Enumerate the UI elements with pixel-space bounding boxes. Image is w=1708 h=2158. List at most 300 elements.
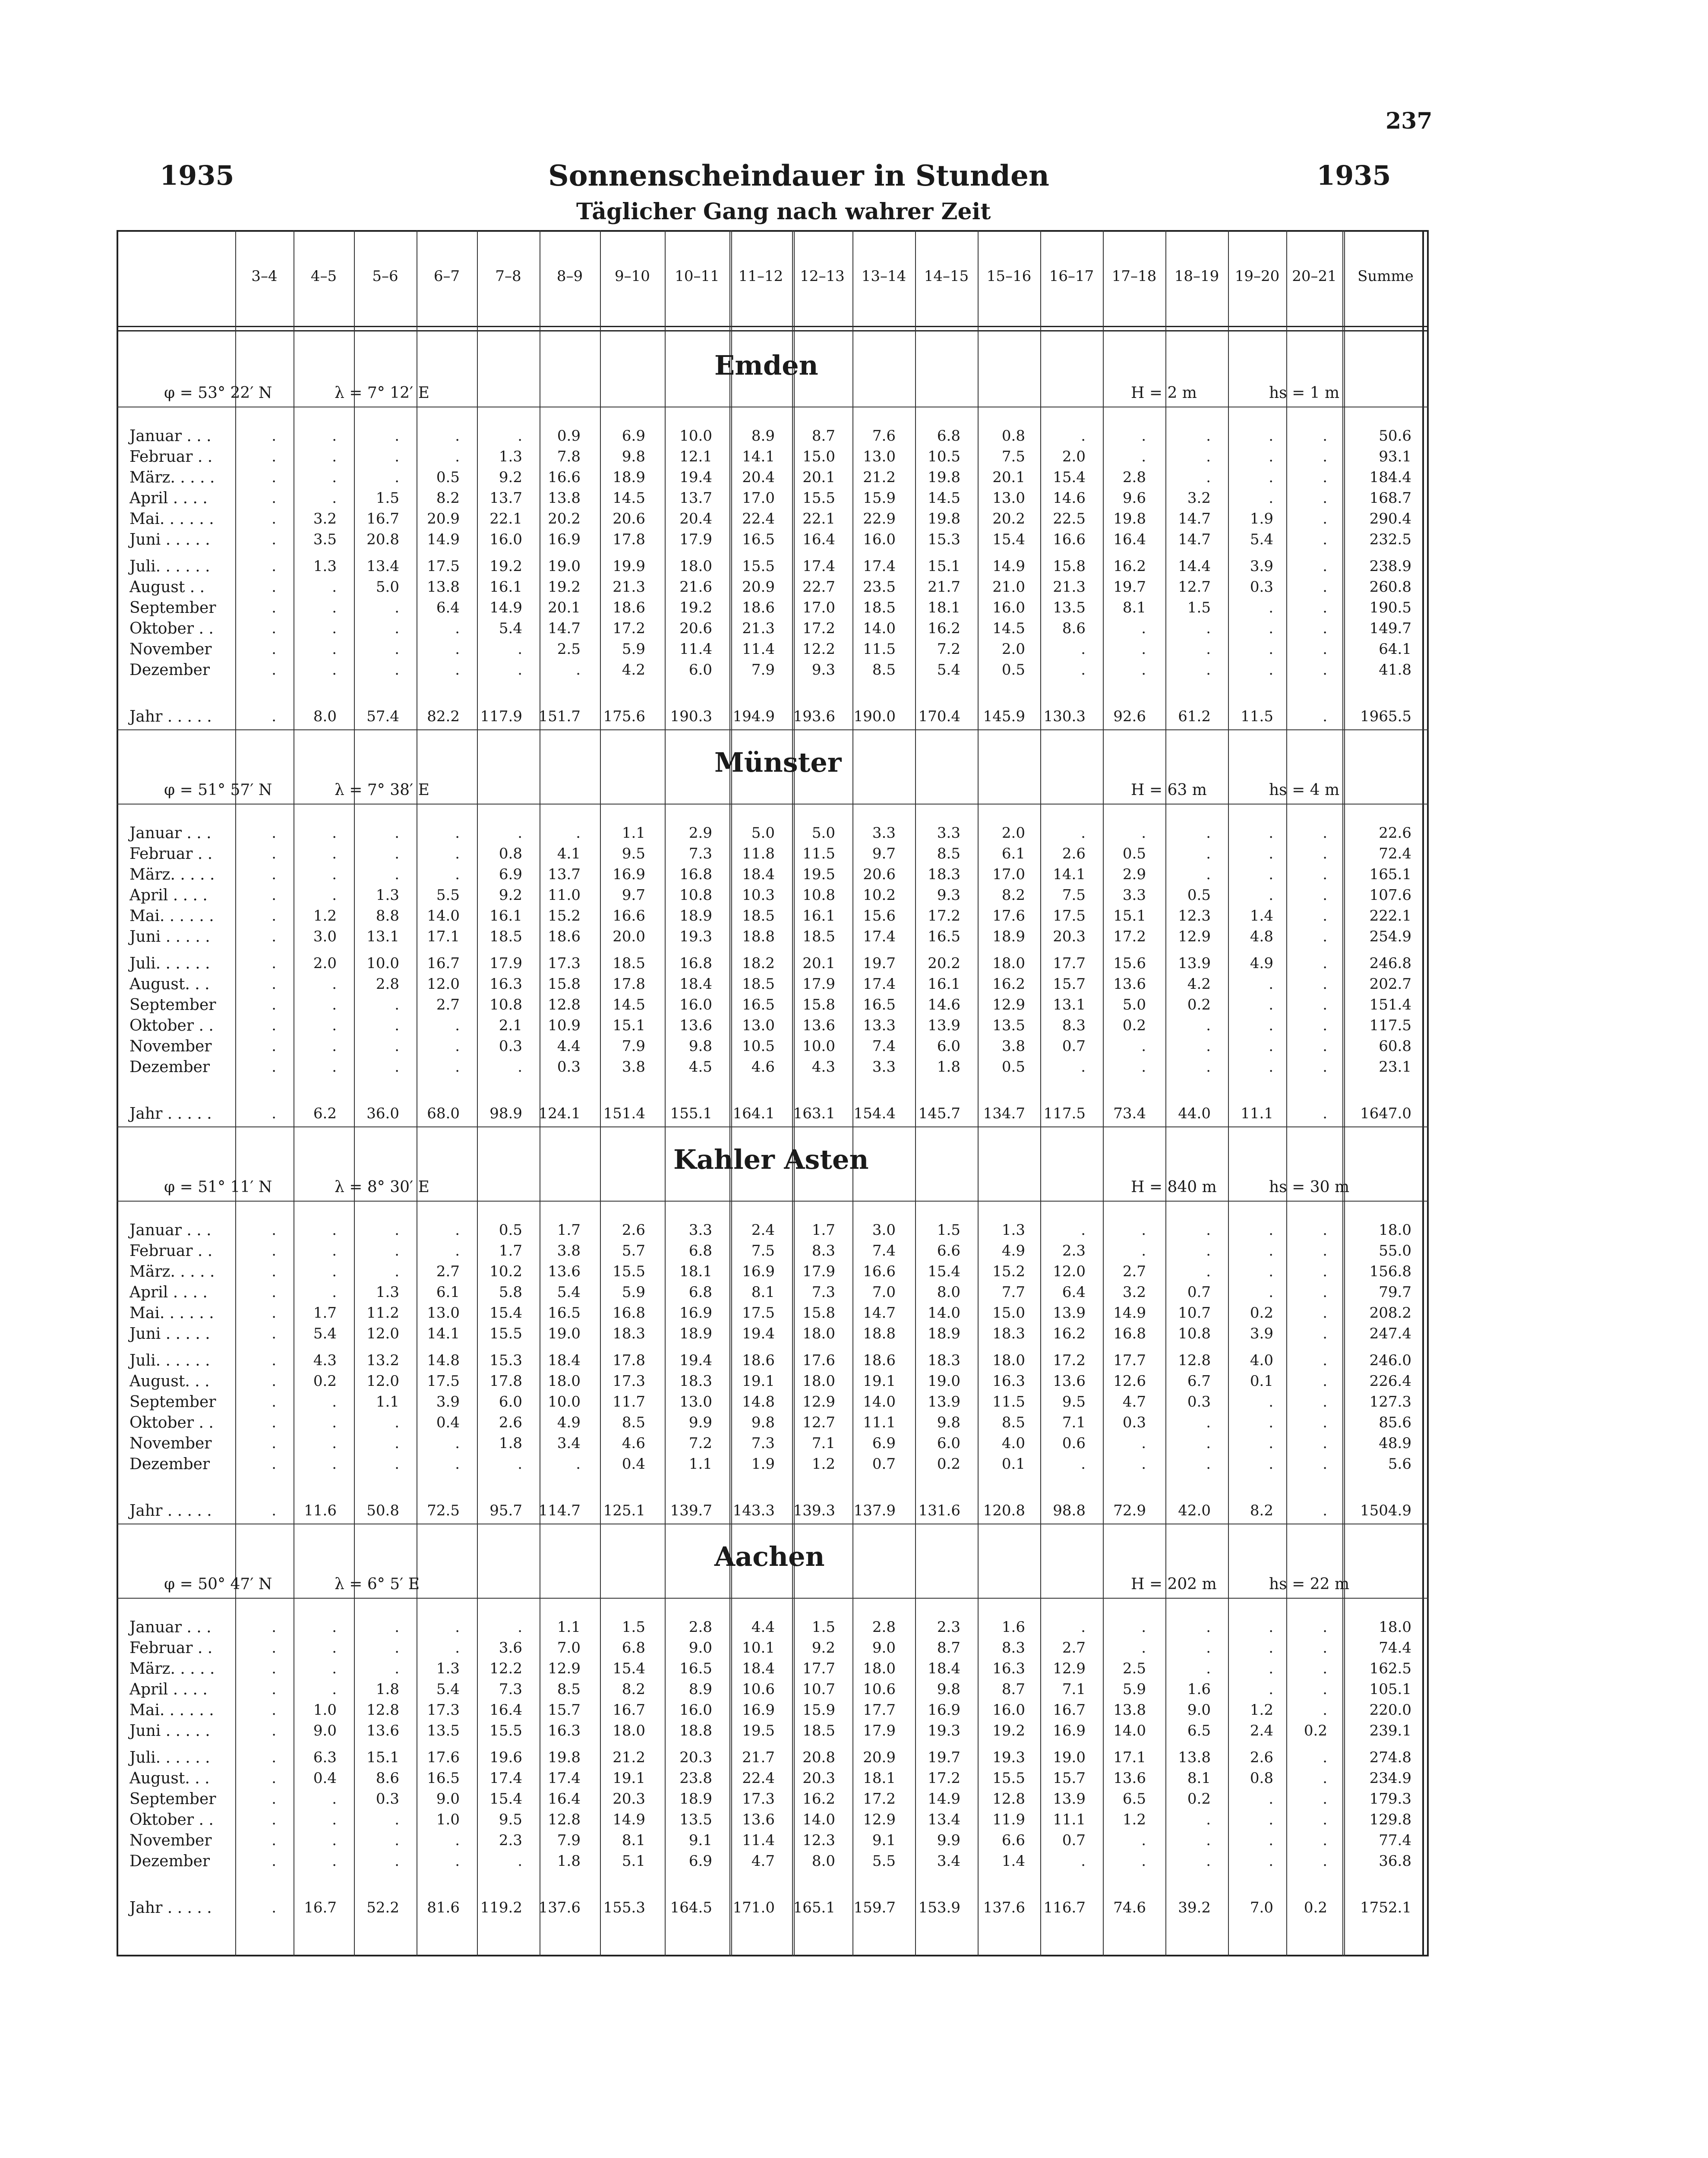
table-cell: 1.0 [313, 1701, 337, 1719]
table-cell: . [1323, 427, 1327, 445]
year-cell: 44.0 [1178, 1105, 1211, 1122]
table-cell: 5.9 [1122, 1681, 1146, 1698]
table-cell: . [455, 1832, 460, 1849]
table-cell: 15.3 [489, 1352, 522, 1369]
table-cell: 16.8 [679, 866, 712, 883]
row-label: Februar . . [129, 1639, 213, 1657]
table-cell: 5.4 [436, 1681, 460, 1698]
table-cell: 5.4 [557, 1284, 581, 1301]
table-cell: 9.8 [622, 448, 645, 465]
table-cell: . [1141, 1038, 1146, 1055]
table-cell: . [1323, 558, 1327, 575]
table-cell: . [272, 1790, 276, 1808]
table-cell: . [395, 1017, 399, 1034]
table-cell: 14.0 [427, 907, 460, 924]
table-cell: 4.6 [751, 1058, 775, 1076]
table-cell: 19.1 [863, 1372, 896, 1390]
table-cell: 3.6 [499, 1639, 522, 1656]
table-cell: 6.5 [1187, 1722, 1211, 1739]
table-cell: 16.8 [612, 1304, 645, 1322]
table-cell: . [272, 1038, 276, 1055]
row-label: Dezember [129, 1852, 210, 1870]
row-sum: 254.9 [1369, 928, 1411, 945]
table-cell: 12.8 [1178, 1352, 1211, 1369]
table-cell: 14.0 [1113, 1722, 1146, 1739]
table-cell: . [332, 489, 337, 507]
table-cell: 17.0 [992, 866, 1025, 883]
year-cell: 120.8 [983, 1502, 1025, 1519]
table-cell: 22.7 [802, 578, 835, 596]
table-cell: 20.3 [612, 1790, 645, 1808]
table-cell: . [1323, 1393, 1327, 1410]
table-cell: 1.3 [313, 558, 337, 575]
table-cell: 7.1 [811, 1435, 835, 1452]
table-cell: 3.5 [313, 531, 337, 548]
table-cell: 1.7 [811, 1221, 835, 1239]
table-cell: 14.7 [1178, 510, 1211, 527]
table-cell: 13.8 [548, 489, 581, 507]
row-label: Oktober . . [129, 1017, 214, 1035]
year-cell: 125.1 [603, 1502, 645, 1519]
row-sum: 246.8 [1369, 955, 1411, 972]
table-cell: 1.5 [622, 1618, 645, 1636]
table-cell: 13.4 [366, 558, 399, 575]
table-cell: . [1269, 1455, 1273, 1473]
row-sum: 60.8 [1379, 1038, 1411, 1055]
table-cell: 14.4 [1178, 558, 1211, 575]
table-cell: 10.5 [742, 1038, 775, 1055]
table-cell: 7.2 [688, 1435, 712, 1452]
table-cell: . [332, 824, 337, 842]
table-cell: 2.9 [688, 824, 712, 842]
year-cell: 124.1 [538, 1105, 581, 1122]
table-cell: . [1269, 469, 1273, 486]
table-cell: 6.1 [1001, 845, 1025, 862]
table-cell: 18.3 [928, 866, 960, 883]
table-cell: 3.3 [872, 1058, 896, 1076]
table-cell: 16.9 [742, 1263, 775, 1280]
table-cell: 17.2 [928, 907, 960, 924]
table-cell: 20.4 [679, 510, 712, 527]
row-label: August . . [129, 578, 205, 596]
table-cell: 19.0 [928, 1372, 960, 1390]
table-cell: 20.9 [742, 578, 775, 596]
table-cell: 17.4 [489, 1770, 522, 1787]
table-cell: . [395, 996, 399, 1013]
table-cell: 1.2 [313, 907, 337, 924]
table-cell: 19.6 [489, 1749, 522, 1766]
table-cell: . [455, 866, 460, 883]
table-cell: . [272, 1639, 276, 1656]
table-cell: . [1323, 1352, 1327, 1369]
table-cell: 17.5 [1053, 907, 1086, 924]
table-cell: 18.0 [679, 558, 712, 575]
table-cell: . [1323, 510, 1327, 527]
table-cell: . [1269, 1790, 1273, 1808]
table-cell: 16.9 [612, 866, 645, 883]
table-cell: . [518, 824, 522, 842]
instrument-height: hs = 30 m [1269, 1178, 1350, 1196]
table-cell: 9.2 [499, 469, 522, 486]
row-label: April . . . . [129, 1284, 208, 1301]
table-cell: 16.2 [1113, 558, 1146, 575]
table-cell: 17.2 [612, 620, 645, 637]
year-cell: . [1323, 1502, 1327, 1519]
year-cell: 61.2 [1178, 708, 1211, 725]
table-cell: 7.0 [872, 1284, 896, 1301]
table-cell: 20.1 [548, 599, 581, 616]
table-cell: . [395, 448, 399, 465]
table-cell: 17.3 [548, 955, 581, 972]
table-cell: 22.1 [802, 510, 835, 527]
table-cell: 1.1 [376, 1393, 399, 1410]
table-cell: 20.3 [802, 1770, 835, 1787]
year-cell: 134.7 [983, 1105, 1025, 1122]
table-cell: . [455, 1058, 460, 1076]
row-sum: 23.1 [1379, 1058, 1411, 1076]
table-cell: . [332, 578, 337, 596]
table-cell: 9.0 [436, 1790, 460, 1808]
row-sum: 117.5 [1369, 1017, 1411, 1034]
table-cell: . [1269, 845, 1273, 862]
table-cell: . [272, 1352, 276, 1369]
year-cell: 92.6 [1113, 708, 1146, 725]
table-cell: . [1269, 1811, 1273, 1828]
table-cell: 18.2 [742, 955, 775, 972]
year-cell: 155.3 [603, 1899, 645, 1916]
year-cell: 0.2 [1304, 1899, 1327, 1916]
row-sum: 239.1 [1369, 1722, 1411, 1739]
row-label: November [129, 640, 212, 658]
table-cell: . [272, 1701, 276, 1719]
row-label: Januar . . . [129, 1618, 212, 1636]
row-label: Oktober . . [129, 1414, 214, 1432]
year-cell: 82.2 [427, 708, 460, 725]
table-cell: . [1323, 1284, 1327, 1301]
table-cell: . [1081, 1455, 1086, 1473]
table-cell: 13.3 [863, 1017, 896, 1034]
table-cell: 0.2 [1122, 1017, 1146, 1034]
table-cell: . [395, 599, 399, 616]
table-cell: 18.5 [742, 907, 775, 924]
table-cell: 16.1 [802, 907, 835, 924]
year-left: 1935 [160, 160, 234, 191]
year-cell: . [272, 1899, 276, 1916]
row-sum: 260.8 [1369, 578, 1411, 596]
table-cell: 0.4 [313, 1770, 337, 1787]
table-cell: 16.0 [679, 1701, 712, 1719]
table-cell: 11.1 [863, 1414, 896, 1431]
table-cell: 16.6 [863, 1263, 896, 1280]
row-sum: 165.1 [1369, 866, 1411, 883]
table-cell: 7.5 [1001, 448, 1025, 465]
table-cell: 5.0 [751, 824, 775, 842]
table-cell: 18.4 [742, 1660, 775, 1677]
table-cell: . [332, 887, 337, 904]
table-cell: 21.3 [612, 578, 645, 596]
table-cell: 16.1 [489, 578, 522, 596]
table-cell: 9.8 [751, 1414, 775, 1431]
table-cell: 7.3 [751, 1435, 775, 1452]
row-label: März. . . . . [129, 866, 215, 883]
table-cell: 6.0 [499, 1393, 522, 1410]
station-name: Kahler Asten [673, 1144, 869, 1175]
table-cell: 21.6 [679, 578, 712, 596]
table-cell: . [455, 448, 460, 465]
table-cell: 18.5 [863, 599, 896, 616]
table-cell: 2.8 [688, 1618, 712, 1636]
year-cell: 163.1 [793, 1105, 835, 1122]
table-cell: . [332, 1017, 337, 1034]
table-cell: 8.5 [1001, 1414, 1025, 1431]
table-cell: 19.1 [742, 1372, 775, 1390]
year-cell: 170.4 [918, 708, 960, 725]
table-cell: . [576, 1455, 581, 1473]
table-cell: 13.2 [366, 1352, 399, 1369]
table-cell: 6.4 [436, 599, 460, 616]
table-cell: 2.5 [1122, 1660, 1146, 1677]
table-cell: . [395, 1832, 399, 1849]
table-cell: 8.6 [1062, 620, 1086, 637]
table-cell: . [1269, 866, 1273, 883]
table-cell: 7.7 [1001, 1284, 1025, 1301]
table-cell: 1.3 [436, 1660, 460, 1677]
table-cell: . [1323, 661, 1327, 678]
table-cell: 12.2 [489, 1660, 522, 1677]
table-cell: . [272, 1263, 276, 1280]
table-cell: 15.4 [992, 531, 1025, 548]
table-cell: 8.1 [1122, 599, 1146, 616]
table-cell: . [1323, 1325, 1327, 1342]
table-cell: 14.5 [612, 996, 645, 1013]
row-label: Dezember [129, 1058, 210, 1076]
table-cell: 1.3 [499, 448, 522, 465]
year-cell: 137.6 [983, 1899, 1025, 1916]
table-cell: 22.1 [489, 510, 522, 527]
table-cell: 17.3 [427, 1701, 460, 1719]
table-cell: 18.5 [742, 975, 775, 993]
table-cell: 10.7 [802, 1681, 835, 1698]
table-cell: 19.8 [928, 469, 960, 486]
table-cell: 18.9 [992, 928, 1025, 945]
column-header: 14–15 [924, 268, 969, 285]
table-cell: 19.2 [679, 599, 712, 616]
table-cell: 8.2 [622, 1681, 645, 1698]
row-label: Juni . . . . . [129, 531, 210, 549]
table-cell: . [1206, 1832, 1211, 1849]
table-cell: 2.4 [1250, 1722, 1273, 1739]
table-cell: 10.7 [1178, 1304, 1211, 1322]
column-header: 4–5 [310, 268, 337, 285]
table-cell: 4.3 [811, 1058, 835, 1076]
row-label: April . . . . [129, 489, 208, 507]
table-cell: . [1269, 599, 1273, 616]
table-cell: . [1269, 975, 1273, 993]
table-cell: . [1141, 640, 1146, 658]
row-sum: 64.1 [1379, 640, 1411, 658]
table-cell: 13.6 [679, 1017, 712, 1034]
year-cell: 164.5 [670, 1899, 712, 1916]
table-cell: 2.5 [557, 640, 581, 658]
table-cell: 15.4 [489, 1304, 522, 1322]
table-cell: . [576, 824, 581, 842]
table-cell: 3.8 [622, 1058, 645, 1076]
table-cell: 8.0 [811, 1852, 835, 1870]
table-cell: 20.2 [548, 510, 581, 527]
table-cell: . [1081, 661, 1086, 678]
table-cell: 4.5 [688, 1058, 712, 1076]
table-cell: 10.2 [489, 1263, 522, 1280]
column-header: 18–19 [1174, 268, 1219, 285]
table-cell: 13.6 [366, 1722, 399, 1739]
table-cell: . [1269, 1058, 1273, 1076]
table-cell: 2.3 [1062, 1242, 1086, 1259]
table-cell: 18.4 [548, 1352, 581, 1369]
table-cell: 16.5 [742, 531, 775, 548]
year-cell: 42.0 [1178, 1502, 1211, 1519]
table-cell: 9.5 [1062, 1393, 1086, 1410]
table-cell: . [1269, 996, 1273, 1013]
table-cell: 4.6 [622, 1435, 645, 1452]
table-cell: 4.4 [557, 1038, 581, 1055]
table-cell: 6.6 [1001, 1832, 1025, 1849]
year-cell: 68.0 [427, 1105, 460, 1122]
table-cell: 2.0 [313, 955, 337, 972]
table-cell: 16.7 [1053, 1701, 1086, 1719]
table-cell: 13.8 [427, 578, 460, 596]
row-sum: 184.4 [1369, 469, 1411, 486]
station-height: H = 202 m [1131, 1575, 1217, 1593]
table-cell: 23.8 [679, 1770, 712, 1787]
table-cell: 18.0 [802, 1372, 835, 1390]
table-cell: 17.8 [489, 1372, 522, 1390]
table-cell: 17.4 [863, 558, 896, 575]
year-cell: 193.6 [793, 708, 835, 725]
table-cell: 16.3 [548, 1722, 581, 1739]
row-sum: 93.1 [1379, 448, 1411, 465]
table-cell: 15.5 [489, 1722, 522, 1739]
table-cell: 0.1 [1001, 1455, 1025, 1473]
table-cell: 11.9 [992, 1811, 1025, 1828]
table-cell: . [272, 1722, 276, 1739]
table-cell: 15.5 [992, 1770, 1025, 1787]
table-cell: . [1269, 1618, 1273, 1636]
table-cell: . [1141, 1058, 1146, 1076]
table-cell: . [1323, 1701, 1327, 1719]
table-cell: . [1323, 1058, 1327, 1076]
table-cell: . [1323, 640, 1327, 658]
table-cell: 16.7 [427, 955, 460, 972]
station-name: Münster [714, 747, 842, 778]
table-cell: 10.8 [1178, 1325, 1211, 1342]
table-cell: . [332, 1393, 337, 1410]
table-cell: . [1206, 1455, 1211, 1473]
table-cell: . [272, 661, 276, 678]
table-cell: . [1323, 1017, 1327, 1034]
table-cell: . [272, 558, 276, 575]
table-cell: 1.8 [376, 1681, 399, 1698]
table-cell: 1.8 [937, 1058, 960, 1076]
table-cell: 0.2 [1187, 1790, 1211, 1808]
table-cell: 15.5 [612, 1263, 645, 1280]
table-cell: 11.5 [992, 1393, 1025, 1410]
table-cell: . [272, 845, 276, 862]
table-cell: 1.4 [1001, 1852, 1025, 1870]
table-cell: . [1269, 887, 1273, 904]
table-cell: 9.0 [1187, 1701, 1211, 1719]
table-cell: . [1323, 928, 1327, 945]
table-cell: 16.6 [612, 907, 645, 924]
row-sum: 48.9 [1379, 1435, 1411, 1452]
table-cell: 11.4 [679, 640, 712, 658]
table-cell: 19.1 [612, 1770, 645, 1787]
row-sum: 72.4 [1379, 845, 1411, 862]
table-cell: 16.1 [928, 975, 960, 993]
table-cell: 12.9 [802, 1393, 835, 1410]
table-cell: 15.4 [928, 1263, 960, 1280]
section-rule [117, 729, 1429, 730]
table-cell: 9.0 [688, 1639, 712, 1656]
latitude: φ = 50° 47′ N [164, 1575, 272, 1593]
table-cell: 16.4 [489, 1701, 522, 1719]
table-cell: 15.5 [489, 1325, 522, 1342]
year-cell: 137.9 [853, 1502, 896, 1519]
table-cell: . [332, 448, 337, 465]
table-cell: 20.4 [742, 469, 775, 486]
table-cell: . [272, 996, 276, 1013]
table-cell: 1.9 [751, 1455, 775, 1473]
year-cell: 114.7 [538, 1502, 581, 1519]
table-cell: 17.2 [928, 1770, 960, 1787]
table-cell: 15.2 [548, 907, 581, 924]
table-cell: 4.0 [1250, 1352, 1273, 1369]
table-cell: . [518, 1852, 522, 1870]
row-sum: 179.3 [1369, 1790, 1411, 1808]
row-sum: 129.8 [1369, 1811, 1411, 1828]
table-cell: 2.7 [1122, 1263, 1146, 1280]
year-cell: 95.7 [489, 1502, 522, 1519]
table-cell: 17.2 [802, 620, 835, 637]
table-cell: . [332, 845, 337, 862]
table-cell: . [332, 1435, 337, 1452]
table-cell: 13.0 [863, 448, 896, 465]
longitude: λ = 7° 38′ E [335, 781, 429, 799]
table-cell: 9.8 [937, 1681, 960, 1698]
table-cell: 1.3 [376, 887, 399, 904]
table-cell: 15.1 [1113, 907, 1146, 924]
table-cell: 20.0 [612, 928, 645, 945]
table-cell: 11.4 [742, 640, 775, 658]
table-cell: . [272, 1681, 276, 1698]
table-cell: 14.0 [928, 1304, 960, 1322]
row-label: April . . . . [129, 1681, 208, 1698]
table-cell: 9.0 [313, 1722, 337, 1739]
table-cell: 9.5 [499, 1811, 522, 1828]
table-cell: 15.3 [928, 531, 960, 548]
table-cell: . [395, 1618, 399, 1636]
table-cell: 14.0 [863, 1393, 896, 1410]
table-cell: 16.3 [992, 1372, 1025, 1390]
table-cell: 9.3 [937, 887, 960, 904]
row-label: März. . . . . [129, 469, 215, 486]
table-cell: 20.3 [1053, 928, 1086, 945]
table-cell: . [395, 1660, 399, 1677]
table-cell: 0.3 [499, 1038, 522, 1055]
table-cell: 8.3 [1001, 1639, 1025, 1656]
row-label: Februar . . [129, 845, 213, 863]
table-cell: 14.5 [612, 489, 645, 507]
table-cell: . [1323, 1304, 1327, 1322]
